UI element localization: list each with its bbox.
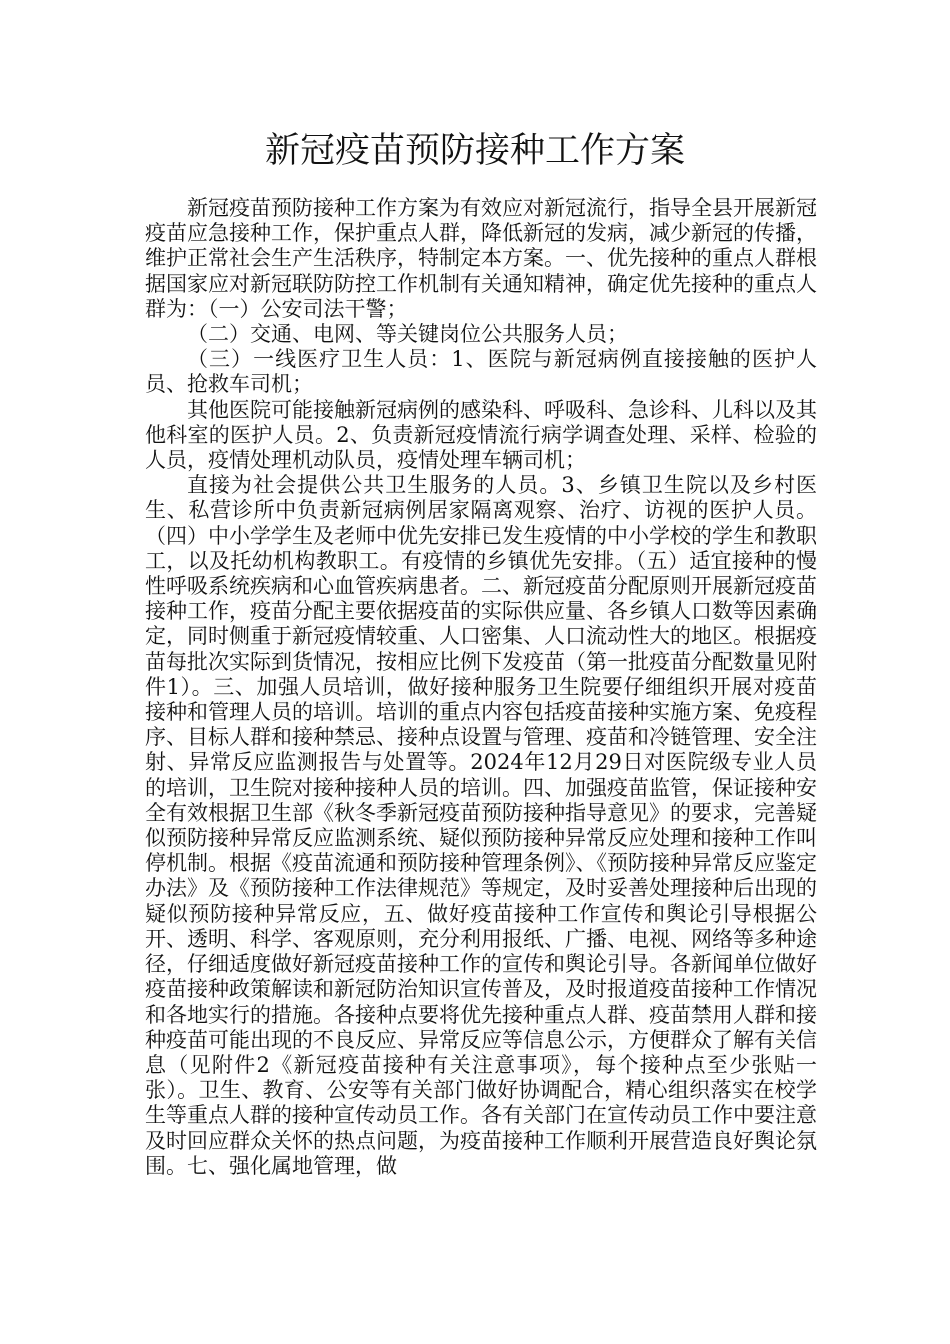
document-body <box>145 196 817 1179</box>
paragraph: 新冠疫苗预防接种工作方案为有效应对新冠流行，指导全县开展新冠疫苗应急接种工作，保护重点人群，降低新冠的发病，减少新冠的传播，维护正常社会生产生活秩序，特制定本方案。一、优先接种的重点人群根据国家应对新冠联防防控工作机制有关通知精神，确定优先接种的重点人群为：（一）公安司法干警； <box>145 196 817 321</box>
paragraph: （三）一线医疗卫生人员：1、医院与新冠病例直接接触的医护人员、抢救车司机； <box>145 347 817 397</box>
paragraph: 其他医院可能接触新冠病例的感染科、呼吸科、急诊科、儿科以及其他科室的医护人员。2、负责新冠疫情流行病学调查处理、采样、检验的人员，疫情处理机动队员，疫情处理车辆司机； <box>145 397 817 473</box>
paragraph: （二）交通、电网、等关键岗位公共服务人员； <box>187 322 628 347</box>
document-title: 新冠疫苗预防接种工作方案 <box>264 131 685 171</box>
paragraph: 直接为社会提供公共卫生服务的人员。3、乡镇卫生院以及乡村医生、私营诊所中负责新冠病例居家隔离观察、治疗、访视的医护人员。（四）中小学学生及老师中优先安排已发生疫情的中小学校的学生和教职工，以及托幼机构教职工。有疫情的乡镇优先安排。（五）适宜接种的慢性呼吸系统疾病和心血管疾病患者。二、新冠疫苗分配原则开展新冠疫苗接种工作，疫苗分配主要依据疫苗的实际供应量、各乡镇人口数等因素确定，同时侧重于新冠疫情较重、人口密集、人口流动性大的地区。根据疫苗每批次实际到货情况，按相应比例下发疫苗（第一批疫苗分配数量见附件1）。三、加强人员培训，做好接种服务卫生院要仔细组织开展对疫苗接种和管理人员的培训。培训的重点内容包括疫苗接种实施方案、免疫程序、目标人群和接种禁忌、接种点设置与管理、疫苗和冷链管理、安全注射、异常反应监测报告与处置等。2024年12月29日对医院级专业人员的培训，卫生院对接种接种人员的培训。四、加强疫苗监管，保证接种安全有效根据卫生部《秋冬季新冠疫苗预防接种指导意见》的要求，完善疑似预防接种异常反应监测系统、疑似预防接种异常反应处理和接种工作叫停机制。根据《疫苗流通和预防接种管理条例》、《预防接种异常反应鉴定办法》及《预防接种工作法律规范》等规定，及时妥善处理接种后出现的疑似预防接种异常反应，五、做好疫苗接种工作宣传和舆论引导根据公开、透明、科学、客观原则，充分利用报纸、广播、电视、网络等多种途径，仔细适度做好新冠疫苗接种工作的宣传和舆论引导。各新闻单位做好疫苗接种政策解读和新冠防治知识宣传普及，及时报道疫苗接种工作情况和各地实行的措施。各接种点要将优先接种重点人群、疫苗禁用人群和接种疫苗可能出现的不良反应、异常反应等信息公示，方便群众了解有关信息（见附件2《新冠疫苗接种有关注意事项》，每个接种点至少张贴一张）。卫生、教育、公安等有关部门做好协调配合，精心组织落实在校学生等重点人群的接种宣传动员工作。各有关部门在宣传动员工作中要注意及时回应群众关怀的热点问题，为疫苗接种工作顺利开展营造良好舆论氛围。七、强化属地管理，做 <box>145 473 817 1178</box>
